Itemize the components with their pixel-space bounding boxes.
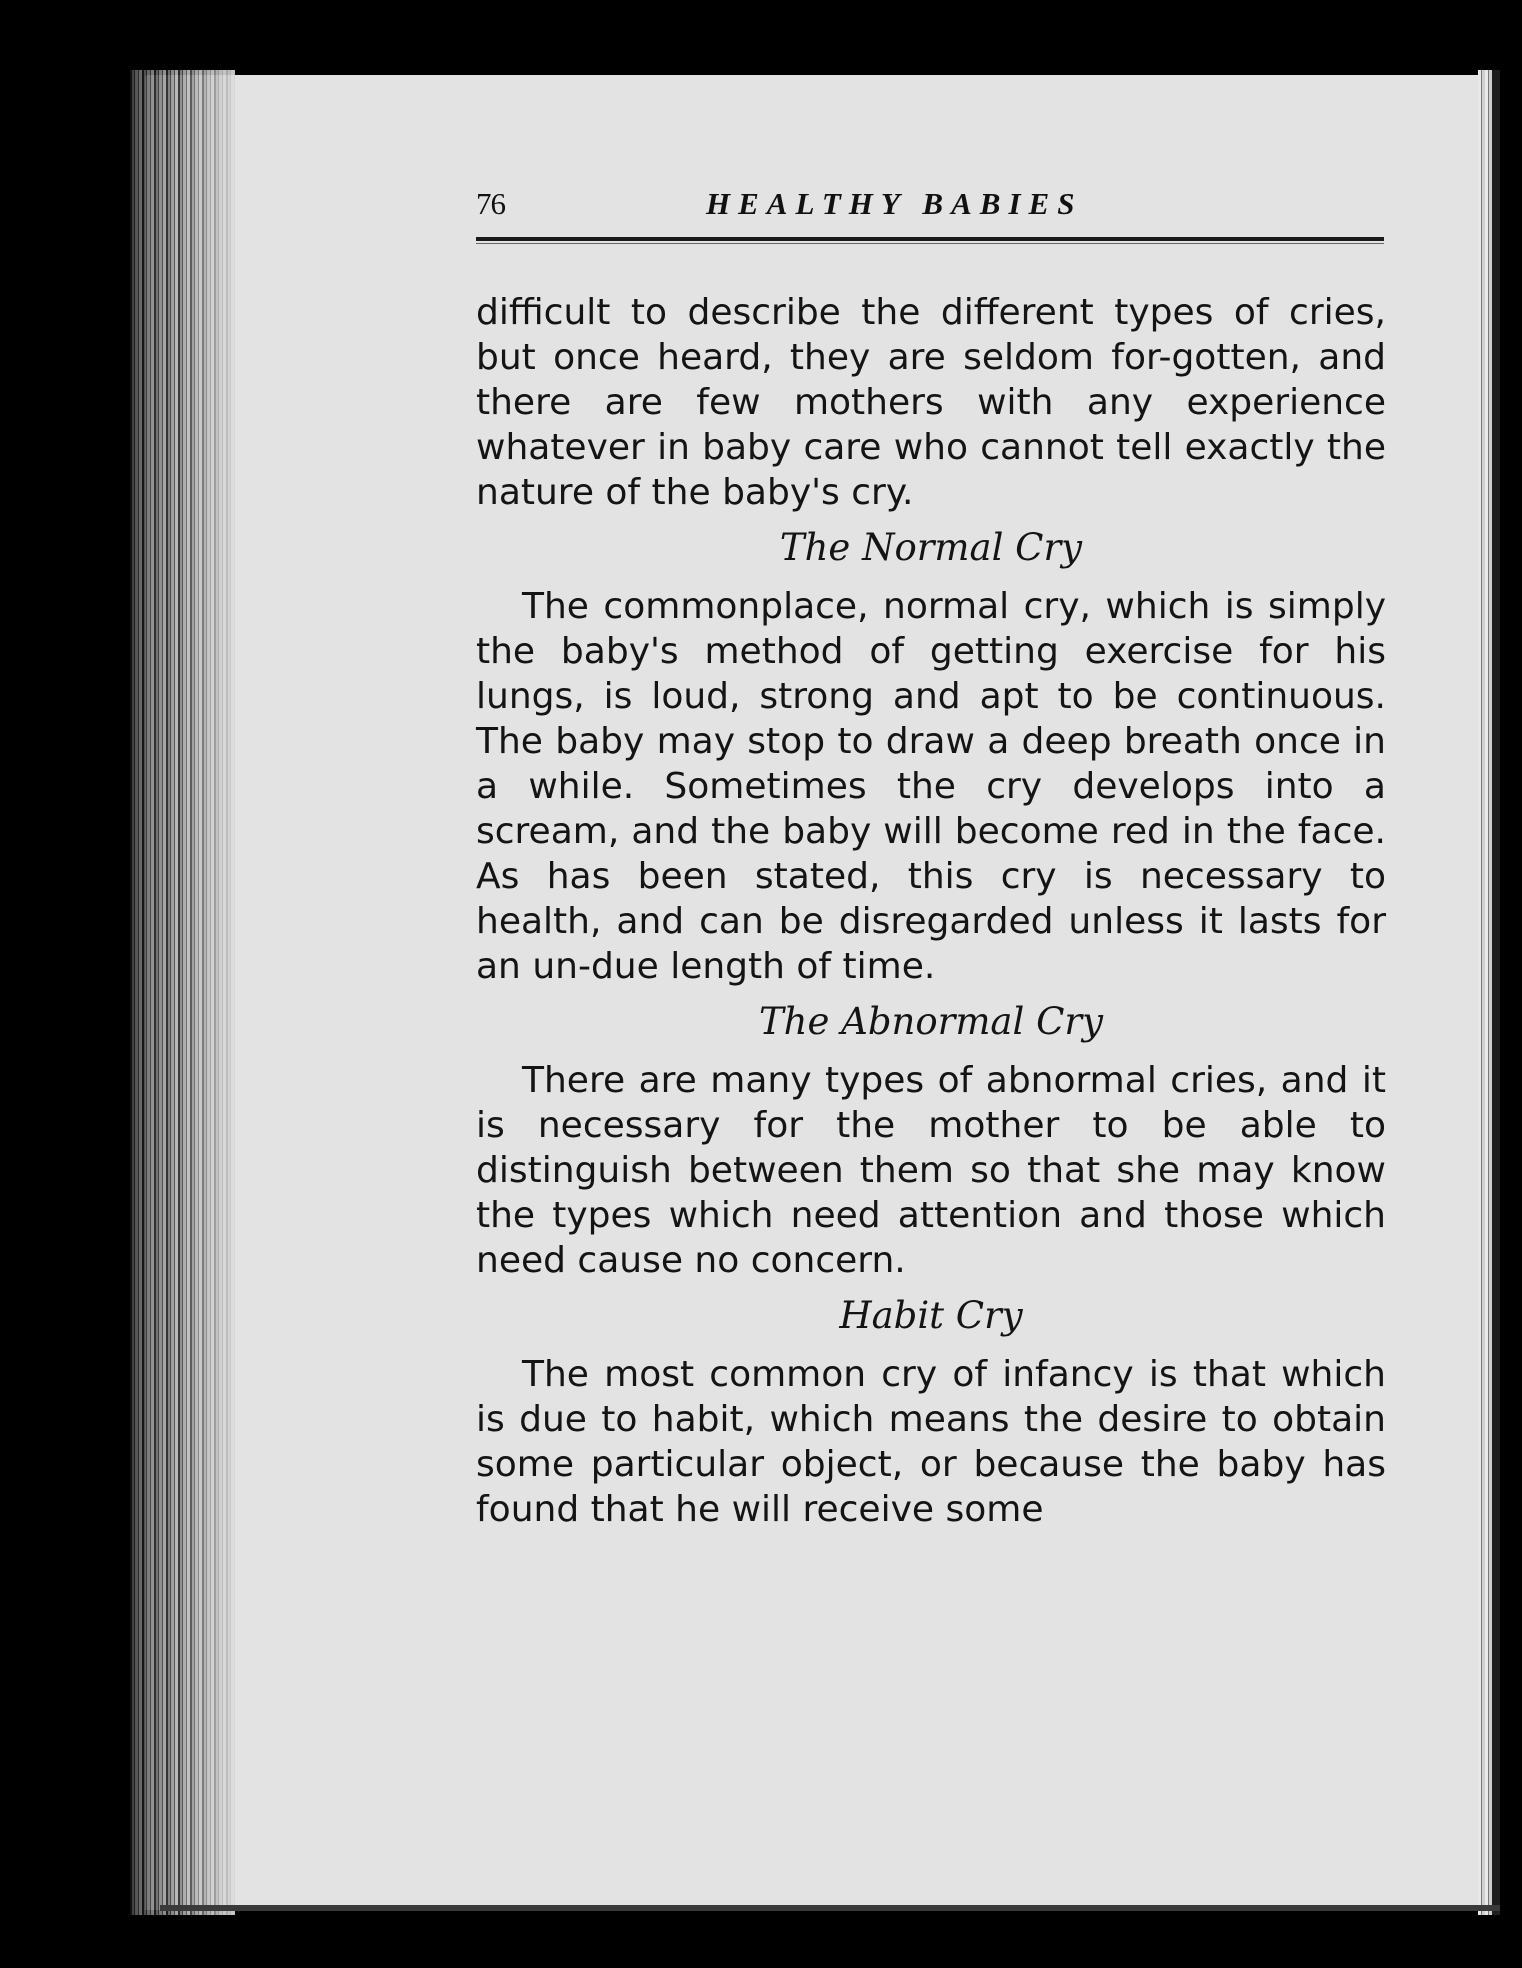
body-text [476,290,1386,1532]
paragraph-abnormal-cry: There are many types of abnormal cries, and it is necessary for the mother to be able to distinguish between them so that she may know the types which need attention and those which need cause no concern. [476,1060,1386,1281]
paragraph-normal-cry: The commonplace, normal cry, which is simply the baby's method of getting exercise for his lungs, is loud, strong and apt to be continuous. The baby may stop to draw a deep breath once in a while. Sometimes the cry develops into a scream, and the baby will become red in the face. As has been stated, this cry is necessary to health, and can be disregarded unless it lasts for an un-due length of time. [476,586,1386,987]
header-rule [476,237,1384,241]
header-rule-thin [476,243,1384,244]
section-heading-habit-cry: Habit Cry [839,1294,1023,1337]
running-header [476,186,1386,230]
page-edges-gutter [130,70,235,1915]
page-bottom-shadow [160,1905,1500,1911]
section-heading-abnormal-cry: The Abnormal Cry [758,1000,1103,1043]
running-title: HEALTHY BABIES [706,186,1083,221]
page-number: 76 [476,186,505,221]
section-heading-normal-cry: The Normal Cry [779,526,1083,569]
paragraph-habit-cry: The most common cry of infancy is that which is due to habit, which means the desire to obtain some particular object, or because the baby has found that he will receive some [476,1354,1386,1530]
intro-paragraph: difficult to describe the different types of cries, but once heard, they are seldom for-gotten, and there are few mothers with any experience whatever in baby care who cannot tell exactly the nature of the baby's cry. [476,292,1386,513]
page-edges-right [1478,70,1500,1915]
